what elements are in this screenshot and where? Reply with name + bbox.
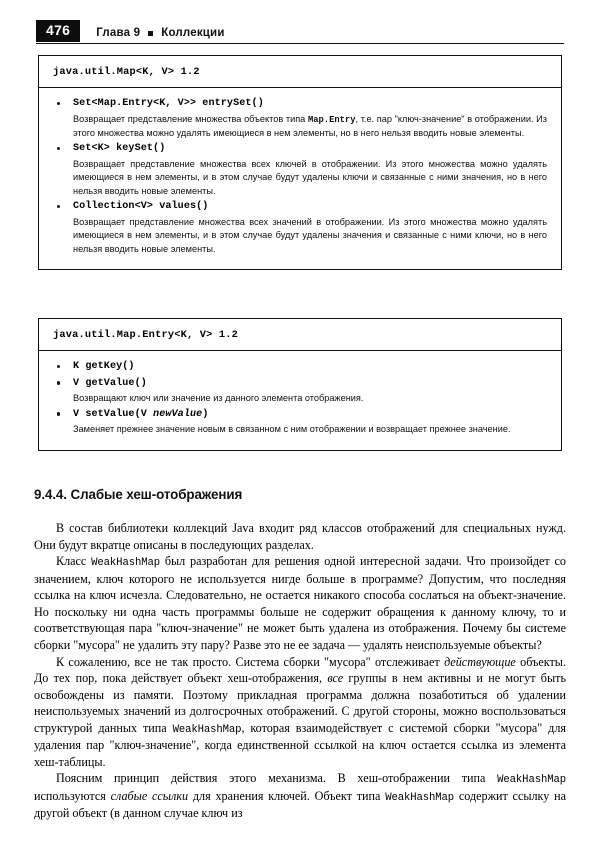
paragraph-text: группы в нем активны и не могут быть освобождены из памяти. Поэтому прикладная программа должна позаботиться об удалении неиспользуемых значений из долгосрочных отображений. С другой стороны, можно воспользоваться структурой данных типа	[34, 671, 566, 735]
api-box-body	[39, 351, 561, 450]
running-head-title	[80, 20, 224, 42]
method-signature: Collection<V> values()	[73, 201, 209, 213]
inline-code: WeakHashMap	[91, 557, 160, 570]
api-method-item	[53, 360, 547, 375]
paragraph-text: Поясним принцип действия этого механизма. В хеш-отображении типа	[56, 771, 498, 786]
method-description: Заменяет прежнее значение новым в связанном с ним отображении и возвращает прежнее значение.	[73, 424, 511, 435]
paragraph-text: В состав библиотеки коллекций Java входит ряд классов отображений для специальных нужд. Они будут вкратце описаны в последующих разделах.	[34, 521, 566, 552]
api-method-item	[53, 200, 547, 256]
api-method-item	[53, 408, 547, 437]
paragraph-text: используются	[34, 788, 111, 803]
api-method-item	[53, 97, 547, 140]
chapter-title: Коллекции	[161, 27, 225, 39]
method-signature: V getValue()	[73, 377, 147, 389]
api-method-list	[53, 97, 547, 256]
body-copy	[34, 520, 566, 822]
method-signature: K getKey()	[73, 361, 135, 372]
method-description: Возвращает представление множества всех значений в отображении. Из этого множества можно удалять имеющиеся в нем элементы, и в этом случае будут удалены значения и связанные с ними ключи, но в него нельзя вводить новые элементы.	[73, 216, 547, 254]
square-bullet-icon	[148, 31, 153, 36]
paragraph-text: К сожалению, все не так просто. Система сборки "мусора" отслеживает	[56, 654, 445, 669]
inline-code: Map.Entry	[307, 114, 356, 125]
method-signature	[73, 408, 547, 423]
emphasis-text: все	[327, 671, 344, 686]
api-method-list	[53, 360, 547, 437]
inline-code: WeakHashMap	[385, 791, 455, 804]
running-head-rule	[36, 20, 564, 44]
paragraph-3	[34, 654, 566, 771]
paragraph-text: для хранения ключей. Объект типа	[188, 788, 386, 803]
method-description: Возвращают ключ или значение из данного элемента отображения.	[73, 393, 364, 404]
paragraph-2	[34, 553, 566, 653]
inline-code: WeakHashMap	[497, 774, 566, 787]
signature-text: V setValue(V	[73, 408, 154, 420]
method-signature: Set<Map.Entry<K, V>> entrySet()	[73, 98, 264, 109]
api-box-header: java.util.Map.Entry<K, V> 1.2	[39, 319, 561, 351]
api-method-item	[53, 377, 547, 406]
api-method-item	[53, 142, 547, 198]
page-number: 476	[36, 20, 80, 42]
emphasis-text: слабые ссылки	[110, 788, 189, 803]
section-heading: 9.4.4. Слабые хеш-отображения	[34, 487, 243, 502]
method-signature: Set<K> keySet()	[73, 143, 166, 155]
api-box-map-entry	[38, 318, 562, 451]
signature-param: newValue	[153, 408, 203, 420]
paragraph-1	[34, 520, 566, 553]
method-description: Возвращает представление множества всех ключей в отображении. Из этого множества можно удалять имеющиеся в нем элементы, и в этом случае будут удалены ключи и связанные с ними значения, но в него нельзя вводить новые элементы.	[73, 158, 547, 196]
running-head	[36, 18, 564, 44]
signature-text-tail: )	[202, 408, 209, 420]
paragraph-text: Класс	[56, 554, 92, 569]
paragraph-text: был разработан для решения одной интересной задачи. Что произойдет со значением, ключ которого не используется нигде больше в программе? Допустим, что последняя ссылка на ключ исчезла. Следовательно, не остается никакого способа сослаться на объект-значение. Но поскольку ни одна часть программы больше не содержит обращения к данному ключу, то и соответствующая пара "ключ-значение" не может быть удалена из отображения. Почему бы системе сборки "мусора" не удалить эту пару? Разве это не ее задача — удалять неиспользуемые объекты?	[34, 554, 567, 652]
paragraph-text: , которая взаимодействует с системой сборки "мусора" для удаления пар "ключ-значение", когда единственной ссылкой на ключ остается ссылка из элемента хеш-таблицы.	[34, 720, 566, 769]
emphasis-text: действующие	[444, 654, 516, 669]
paragraph-text: объекты. До тех пор, пока действует объект хеш-отображения,	[34, 654, 566, 686]
api-box-header: java.util.Map<K, V> 1.2	[39, 56, 561, 88]
api-box-map	[38, 55, 562, 270]
chapter-label: Глава 9	[96, 27, 141, 39]
paragraph-text: содержит ссылку на другой объект (в данном случае ключ из	[34, 788, 567, 821]
paragraph-4	[34, 770, 566, 821]
api-box-body	[39, 88, 561, 269]
method-description: Возвращает представление множества объектов типа Map.Entry, т.е. пар "ключ-значение" в отображении. Из этого множества можно удалять имеющиеся в нем элементы, но в него нельзя вводить новые элементы.	[73, 113, 547, 138]
inline-code: WeakHashMap	[172, 723, 242, 736]
